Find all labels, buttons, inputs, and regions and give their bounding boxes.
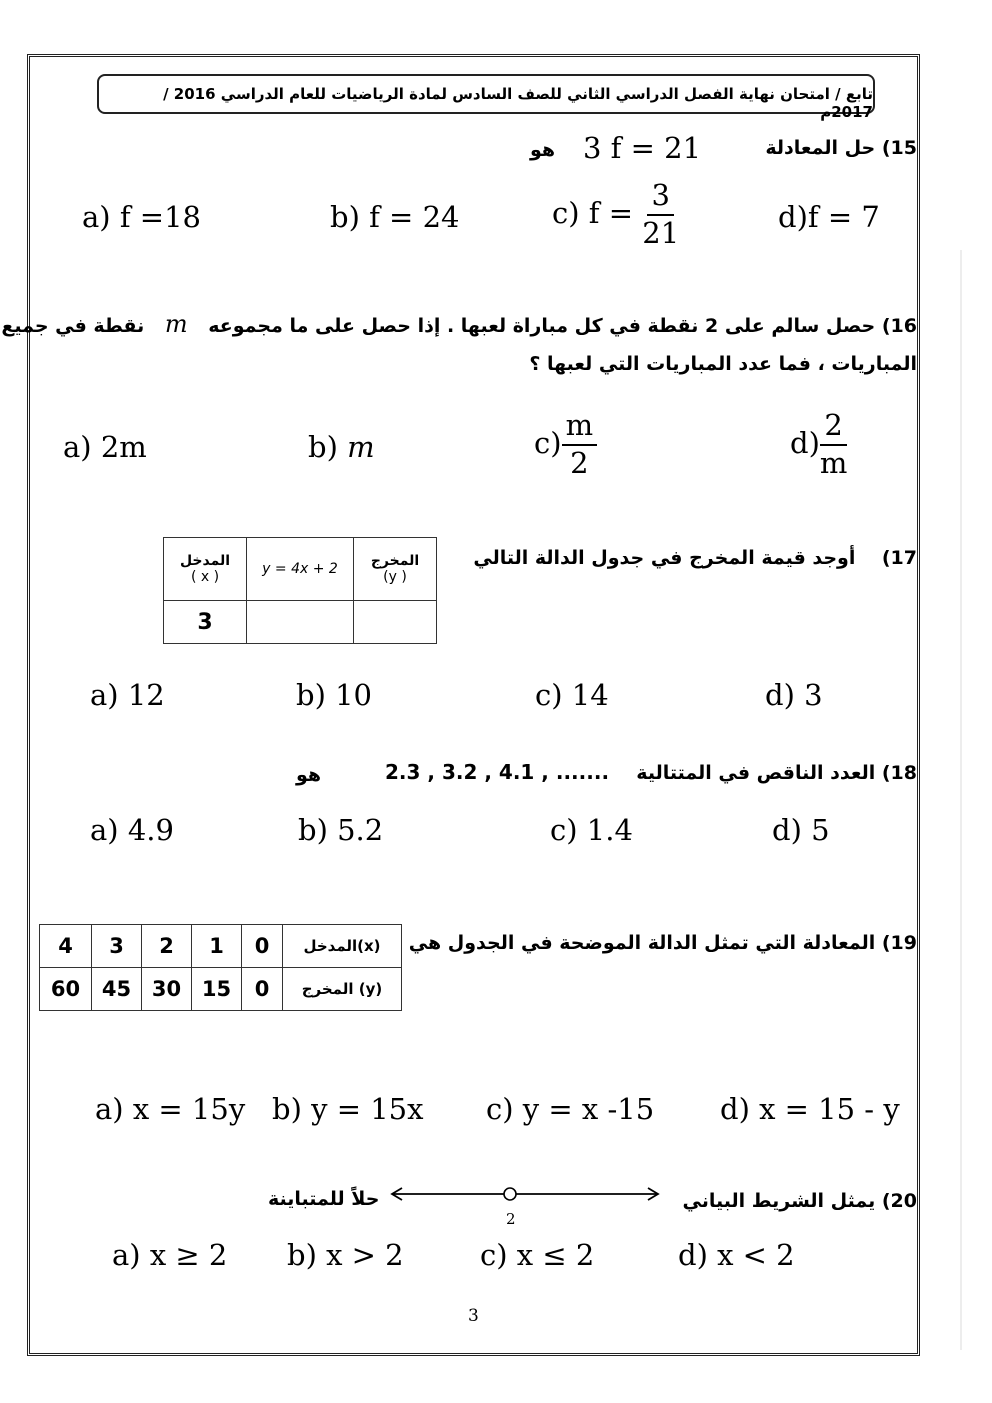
scan-edge	[960, 250, 962, 1350]
q19-input-cell: 2	[142, 925, 192, 968]
q17-option-b[interactable]: b) 10	[296, 678, 372, 712]
q15-option-d[interactable]: d)f = 7	[778, 200, 880, 234]
q15-option-a[interactable]: a) f =18	[82, 200, 201, 234]
q17-input-header: المدخل ( x )	[164, 538, 247, 601]
q19-input-cell: 0	[242, 925, 283, 968]
q20-label: 20) يمثل الشريط البياني	[682, 1190, 917, 1212]
q19-option-d[interactable]: d) x = 15 - y	[720, 1092, 900, 1126]
q19-label: 19) المعادلة التي تمثل الدالة الموضحة في الجدول هي	[408, 932, 917, 954]
page-number: 3	[468, 1306, 479, 1326]
q15-c-numerator: 3	[647, 180, 673, 216]
q17-option-c[interactable]: c) 14	[535, 678, 609, 712]
open-circle-point	[504, 1188, 516, 1200]
q19-output-header: المخرج (y)	[283, 968, 402, 1011]
q18-option-c[interactable]: c) 1.4	[550, 813, 633, 847]
q17-function-table	[163, 537, 437, 644]
q20-option-b[interactable]: b) x > 2	[287, 1238, 404, 1272]
q19-option-a[interactable]: a) x = 15y	[95, 1092, 246, 1126]
q15-tail: هو	[530, 139, 556, 161]
q16-variable: m	[164, 310, 188, 338]
q15-equation: 3 f = 21	[583, 131, 702, 165]
q18-option-b[interactable]: b) 5.2	[298, 813, 384, 847]
point-label: 2	[506, 1210, 516, 1228]
q19-function-table	[39, 924, 402, 1011]
q19-input-cell: 1	[192, 925, 242, 968]
q20-option-d[interactable]: d) x < 2	[678, 1238, 795, 1272]
q17-label: 17) أوجد قيمة المخرج في جدول الدالة التالي	[473, 547, 917, 569]
q16-line2: المباريات ، فما عدد المباريات التي لعبها ؟	[529, 353, 917, 375]
q15-c-denominator: 21	[642, 215, 680, 250]
q19-output-cell: 30	[142, 968, 192, 1011]
q20-option-a[interactable]: a) x ≥ 2	[112, 1238, 228, 1272]
q19-output-cell: 15	[192, 968, 242, 1011]
q17-option-d[interactable]: d) 3	[765, 678, 823, 712]
q15-label: 15) حل المعادلة	[765, 137, 917, 159]
q16-line1: 16) حصل سالم على 2 نقطة في كل مباراة لعبها . إذا حصل على ما مجموعه m نقطة في جميع	[1, 310, 917, 338]
q19-option-c[interactable]: c) y = x -15	[486, 1092, 655, 1126]
q17-input-value: 3	[164, 601, 247, 644]
q19-output-cell: 0	[242, 968, 283, 1011]
q20-option-c[interactable]: c) x ≤ 2	[480, 1238, 595, 1272]
q15-option-c[interactable]: c) f = $\frac{3}{21}$	[552, 178, 680, 250]
q17-rule-header: y = 4x + 2	[247, 538, 354, 601]
q17-rule-cell	[247, 601, 354, 644]
q19-input-cell: 4	[40, 925, 92, 968]
header-text: تابع / امتحان نهاية الفصل الدراسي الثاني للصف السادس لمادة الرياضيات للعام الدراسي 2016 / 2017م	[163, 85, 873, 121]
q19-output-cell: 45	[92, 968, 142, 1011]
q16-option-d[interactable]: d) $\frac{2}{m}$	[790, 408, 848, 480]
q20-number-line	[388, 1184, 662, 1228]
q16-option-c[interactable]: c) $\frac{m}{2}$	[534, 410, 597, 480]
q20-tail: حلاً للمتباينة	[268, 1188, 380, 1210]
q16-option-b[interactable]: b) m	[308, 430, 375, 464]
q16-option-a[interactable]: a) 2m	[63, 430, 147, 464]
q18-sequence: 2.3 , 3.2 , 4.1 , .......	[385, 760, 610, 784]
q19-input-header: المدخل(x)	[283, 925, 402, 968]
q18-option-d[interactable]: d) 5	[772, 813, 830, 847]
exam-header	[97, 74, 875, 121]
q18-option-a[interactable]: a) 4.9	[90, 813, 174, 847]
q18-tail: هو	[296, 764, 322, 786]
q19-input-cell: 3	[92, 925, 142, 968]
q19-option-b[interactable]: b) y = 15x	[272, 1092, 424, 1126]
q19-output-cell: 60	[40, 968, 92, 1011]
q17-output-header: المخرج (y )	[354, 538, 437, 601]
q17-output-cell	[354, 601, 437, 644]
q15-option-b[interactable]: b) f = 24	[330, 200, 460, 234]
q17-option-a[interactable]: a) 12	[90, 678, 165, 712]
q18-label: 18) العدد الناقص في المتتالية	[636, 762, 917, 784]
